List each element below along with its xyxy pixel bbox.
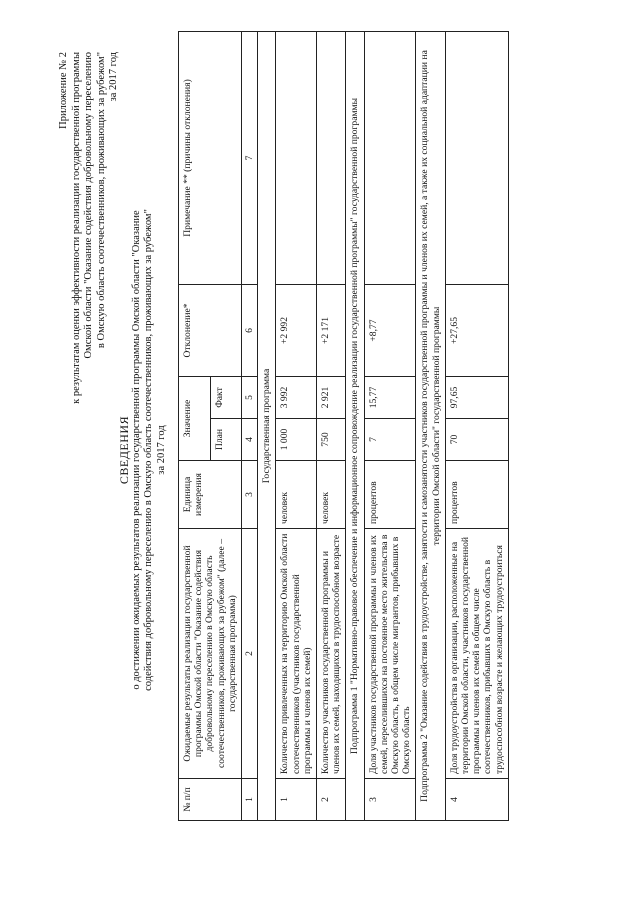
column-number: 2 (242, 529, 258, 779)
row-plan: 7 (364, 419, 416, 461)
row-plan: 1 000 (276, 419, 317, 461)
row-note (364, 32, 416, 285)
column-number: 5 (242, 377, 258, 419)
header-deviation: Отклонение* (179, 285, 242, 377)
row-note (276, 32, 317, 285)
section-state-program: Государственная программа (258, 32, 276, 821)
row-num: 2 (317, 779, 346, 821)
document-title (118, 115, 168, 785)
appendix-line: в Омскую область соотечественников, проживающих за рубежом" (95, 52, 107, 349)
table-row (445, 32, 508, 821)
section-subprogram-2: Подпрограмма 2 "Оказание содействия в трудоустройстве, занятости и самозанятости участников государственной программы и членов их семей, а также их социальной адаптации на территории Омской области" государственной программы (416, 32, 445, 821)
header-fact: Факт (210, 377, 242, 419)
header-num: № п/п (179, 779, 242, 821)
row-num: 4 (445, 779, 508, 821)
row-result: Количество участников государственной программы и членов их семей, находящихся в трудоспособном возрасте (317, 529, 346, 779)
row-deviation: +8,77 (364, 285, 416, 377)
title-line: о достижении ожидаемых результатов реализации государственной программы Омской области "Оказание (130, 210, 142, 690)
appendix-line: за 2017 год (108, 52, 119, 102)
title-line: за 2017 год (155, 425, 167, 475)
row-result: Доля трудоустройства в организации, расположенные на территории Омской области, участников государственной программы и членов их семей в общем числе соотечественников, прибывших в Омскую область в трудоспособном возрасте и желающих трудоустроиться (445, 529, 508, 779)
appendix-line: Приложение № 2 (58, 52, 69, 129)
header-result: Ожидаемые результаты реализации государственной программы Омской области "Оказание содействия добровольному переселению в Омскую область соотечественников, проживающих за рубежом" (далее – государственная программа) (179, 529, 242, 779)
header-value: Значение (179, 377, 211, 461)
row-plan: 70 (445, 419, 508, 461)
header-plan: План (210, 419, 242, 461)
table-row (364, 32, 416, 821)
row-note (317, 32, 346, 285)
row-unit: процентов (364, 461, 416, 529)
column-number: 6 (242, 285, 258, 377)
column-number: 3 (242, 461, 258, 529)
appendix-line: к результатам оценки эффективности реализации государственной программы (70, 52, 82, 404)
appendix-line: Омской области "Оказание содействия добровольному переселению (83, 52, 94, 359)
row-result: Доля участников государственной программы и членов их семей, переселившихся на постоянное место жительства в Омскую область, в общем числе мигрантов, прибывших в Омскую область (364, 529, 416, 779)
row-deviation: +2 171 (317, 285, 346, 377)
column-number: 1 (242, 779, 258, 821)
row-fact: 97,65 (445, 377, 508, 419)
row-deviation: +27,65 (445, 285, 508, 377)
title-line: содействия добровольному переселению в Омскую область соотечественников, проживающих за рубежом" (143, 209, 154, 691)
row-note (445, 32, 508, 285)
row-result: Количество привлеченных на территорию Омской области соотечественников (участников государственной программы и членов их семей) (276, 529, 317, 779)
title-main: СВЕДЕНИЯ (117, 415, 131, 485)
row-deviation: +2 992 (276, 285, 317, 377)
table-row (276, 32, 317, 821)
row-num: 3 (364, 779, 416, 821)
section-row (416, 32, 445, 821)
table-row (317, 32, 346, 821)
appendix-header (58, 52, 121, 522)
section-row (258, 32, 276, 821)
row-fact: 15,77 (364, 377, 416, 419)
header-note: Примечание ** (причины отклонения) (179, 32, 242, 285)
row-unit: процентов (445, 461, 508, 529)
row-unit: человек (276, 461, 317, 529)
row-fact: 3 992 (276, 377, 317, 419)
column-number: 4 (242, 419, 258, 461)
table-header-row (179, 32, 211, 821)
section-row (346, 32, 364, 821)
column-number-row (242, 32, 258, 821)
section-subprogram-1: Подпрограмма 1 "Нормативно-правовое обеспечение и информационное сопровождение реализации государственной программы" государственной программы (346, 32, 364, 821)
row-fact: 2 921 (317, 377, 346, 419)
row-num: 1 (276, 779, 317, 821)
header-unit: Единица измерения (179, 461, 242, 529)
column-number: 7 (242, 32, 258, 285)
results-table (178, 31, 509, 821)
row-unit: человек (317, 461, 346, 529)
row-plan: 750 (317, 419, 346, 461)
